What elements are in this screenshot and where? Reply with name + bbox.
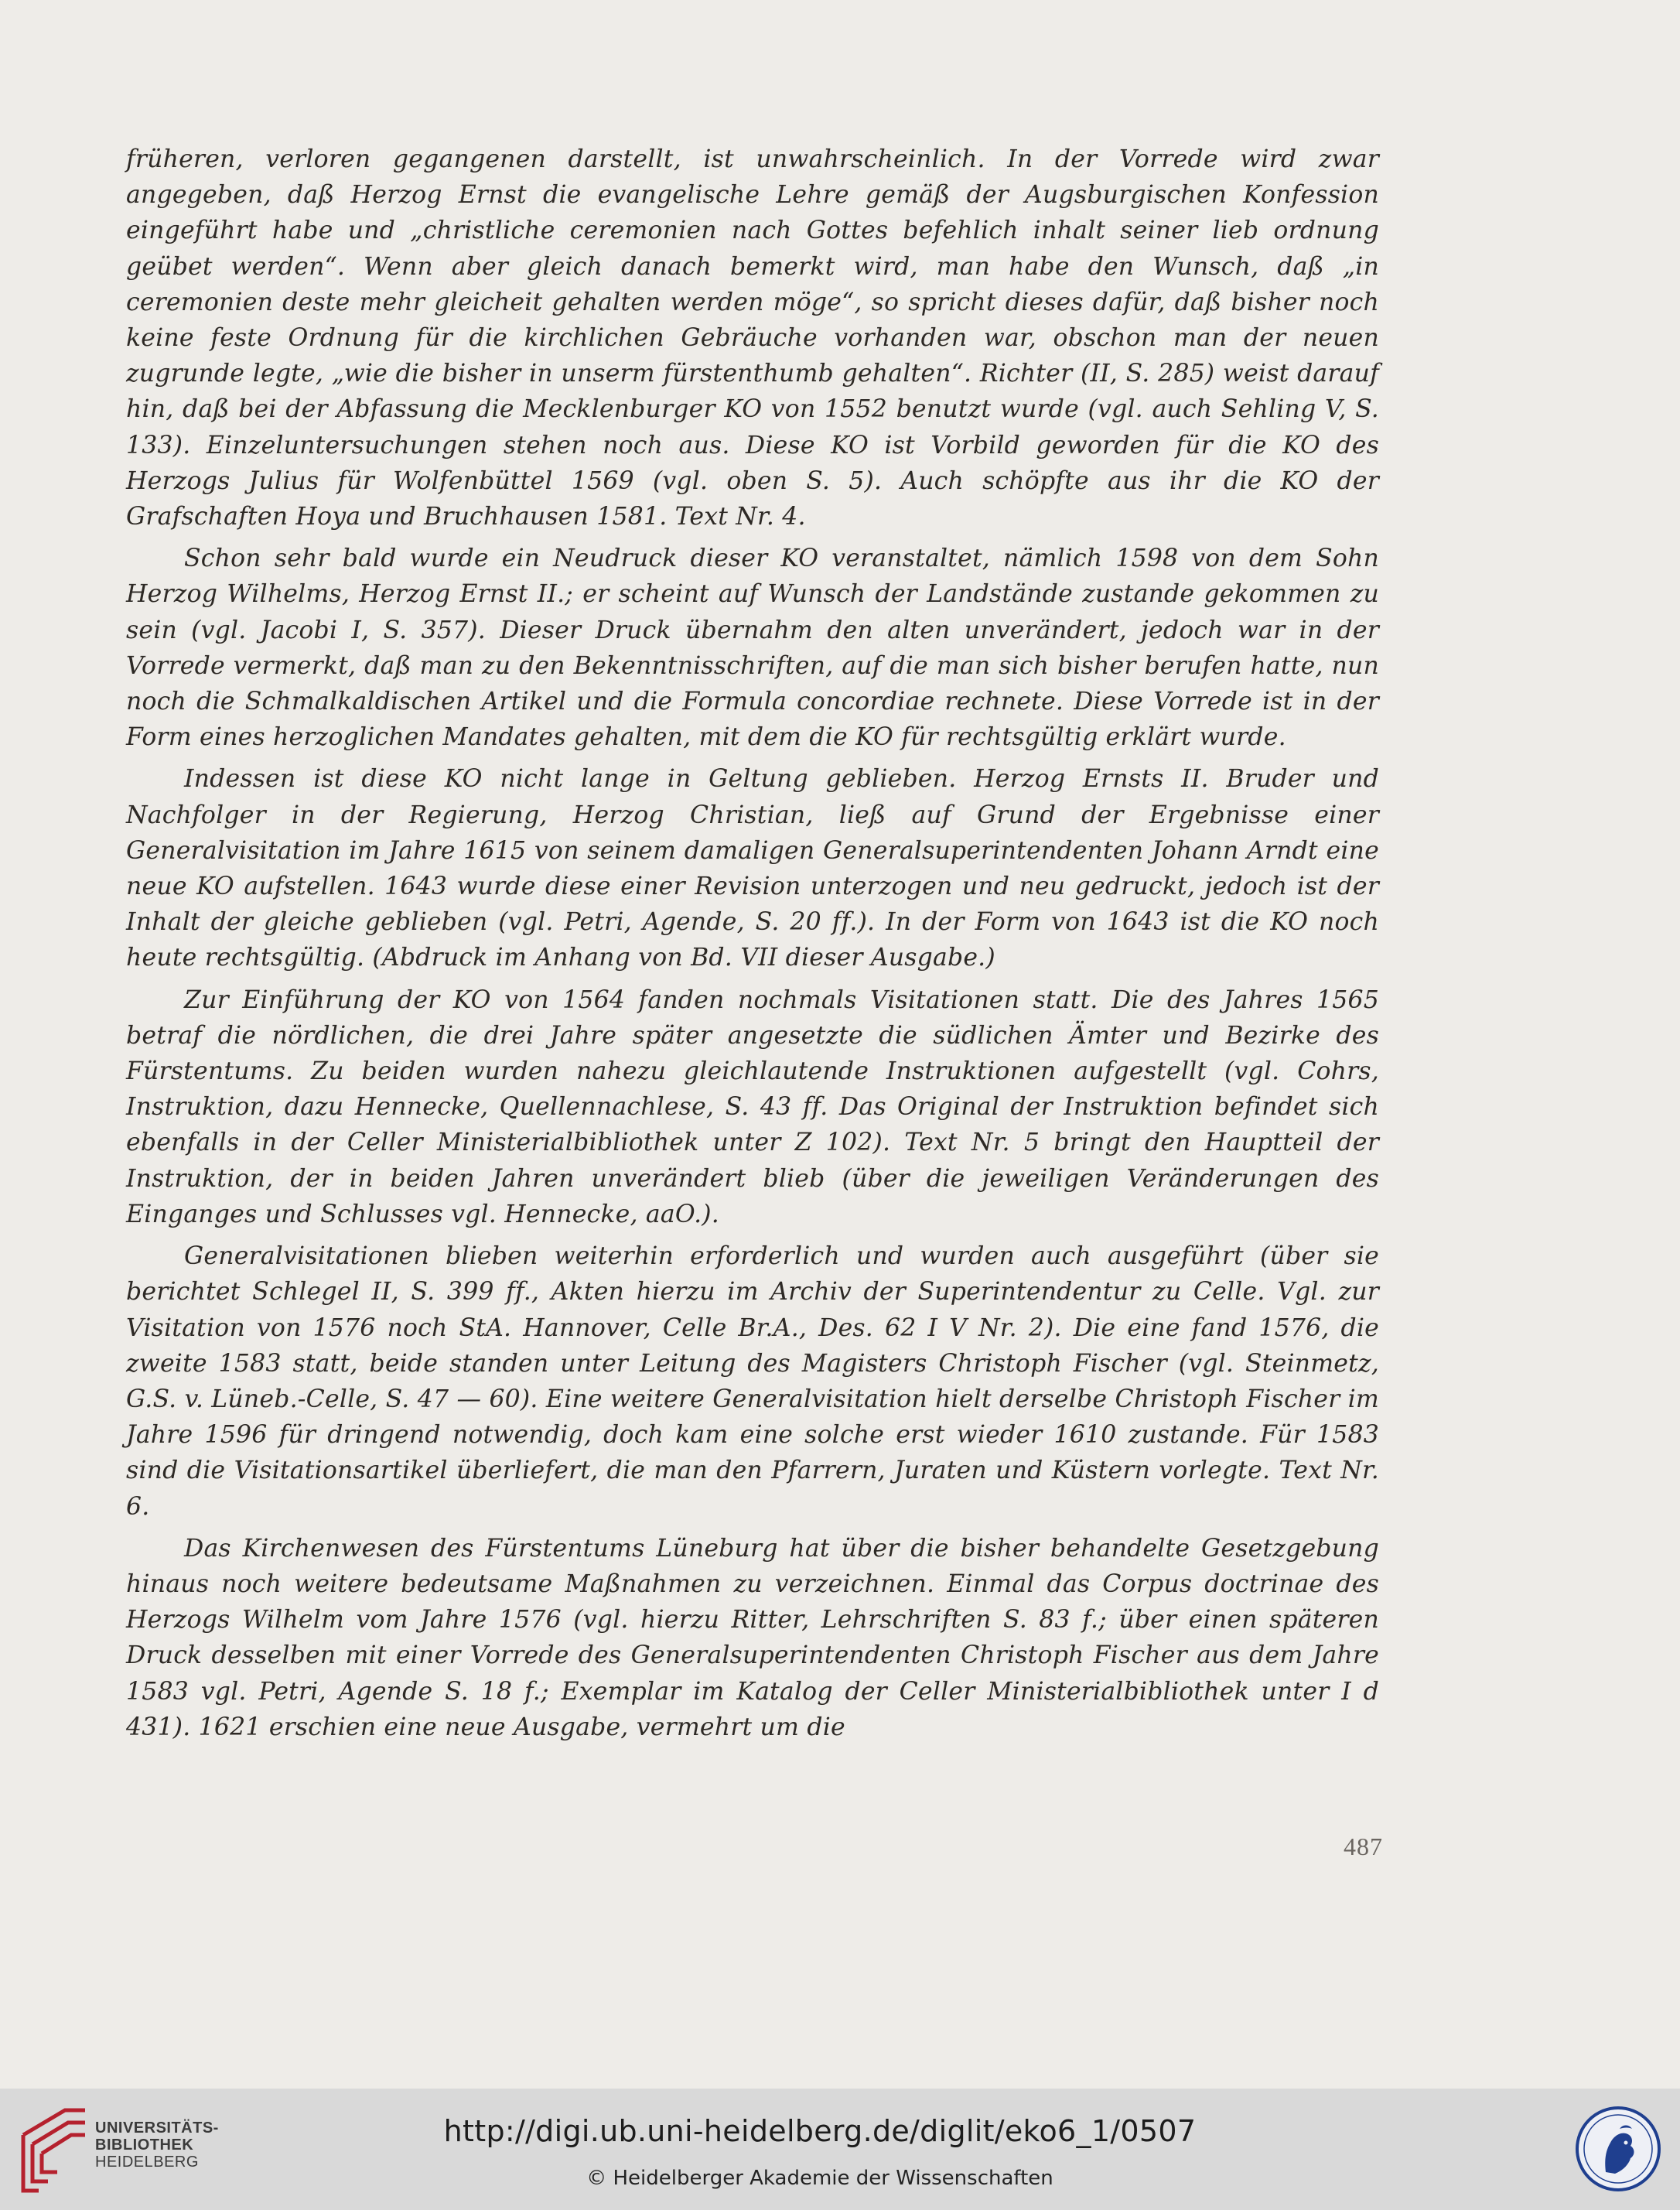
permalink-url[interactable]: http://digi.ub.uni-heidelberg.de/diglit/eko6_1/0507 — [443, 2114, 1197, 2148]
paragraph-3: Indessen ist diese KO nicht lange in Geltung geblieben. Herzog Ernsts II. Bruder und Nachfolger in der Regierung, Herzog Christian, ließ auf Grund der Ergebnisse einer Generalvisitation im Jahre 1615 von seinem damaligen Generalsuperintendenten Johann Arndt eine neue KO aufstellen. 1643 wurde diese einer Revision unterzogen und neu gedruckt, jedoch ist der Inhalt der gleiche geblieben (vgl. Petri, Agende, S. 20 ff.). In der Form von 1643 ist die KO noch heute rechtsgültig. (Abdruck im Anhang von Bd. VII dieser Ausgabe.) — [126, 765, 1379, 972]
library-logo-text[interactable] — [95, 2119, 219, 2171]
paragraph-5: Generalvisitationen blieben weiterhin erforderlich und wurden auch ausgeführt (über sie berichtet Schlegel II, S. 399 ff., Akten hierzu im Archiv der Superintendentur zu Celle. Vgl. zur Visitation von 1576 noch StA. Hannover, Celle Br.A., Des. 62 I V Nr. 2). Die eine fand 1576, die zweite 1583 statt, beide standen unter Leitung des Magisters Christoph Fischer (vgl. Steinmetz, G.S. v. Lüneb.-Celle, S. 47 — 60). Eine weitere Generalvisitation hielt derselbe Christoph Fischer im Jahre 1596 für dringend notwendig, doch kam eine solche erst wieder 1610 zustande. Für 1583 sind die Visitationsartikel überliefert, die man den Pfarrern, Juraten und Küstern vorlegte. Text Nr. 6. — [126, 1242, 1379, 1521]
logo-line-2: BIBLIOTHEK — [95, 2137, 194, 2154]
logo-line-3: HEIDELBERG — [95, 2154, 199, 2171]
paragraph-4: Zur Einführung der KO von 1564 fanden nochmals Visitationen statt. Die des Jahres 1565 betraf die nördlichen, die drei Jahre später angesetzte die südlichen Ämter und Bezirke des Fürstentums. Zu beiden wurden nahezu gleichlautende Instruktionen aufgestellt (vgl. Cohrs, Instruktion, dazu Hennecke, Quellennachlese, S. 43 ff. Das Original der Instruktion befindet sich ebenfalls in der Celler Ministerialbibliothek unter Z 102). Text Nr. 5 bringt den Hauptteil der Instruktion, der in beiden Jahren unverändert blieb (über die jeweiligen Veränderungen des Einganges und Schlusses vgl. Hennecke, aaO.). — [126, 985, 1379, 1228]
footer-bar — [0, 2089, 1680, 2210]
copyright-text: © Heidelberger Akademie der Wissenschaften — [586, 2167, 1053, 2190]
ub-heidelberg-logo-icon[interactable] — [17, 2104, 90, 2193]
heidelberg-seal-icon[interactable] — [1575, 2106, 1661, 2192]
logo-line-1: UNIVERSITÄTS- — [95, 2119, 219, 2137]
paragraph-1: früheren, verloren gegangenen darstellt, ist unwahrscheinlich. In der Vorrede wird zwar angegeben, daß Herzog Ernst die evangelische Lehre gemäß der Augsburgischen Konfession eingeführt habe und „christliche ceremonien nach Gottes befehlich inhalt seiner lieb ordnung geübet werden“. Wenn aber gleich danach bemerkt wird, man habe den Wunsch, daß „in ceremonien deste mehr gleicheit gehalten werden möge“, so spricht dieses dafür, daß bisher noch keine feste Ordnung für die kirchlichen Gebräuche vorhanden war, obschon man der neuen zugrunde legte, „wie die bisher in unserm fürstenthumb gehalten“. Richter (II, S. 285) weist darauf hin, daß bei der Abfassung die Mecklenburger KO von 1552 benutzt wurde (vgl. auch Sehling V, S. 133). Einzeluntersuchungen stehen noch aus. Diese KO ist Vorbild geworden für die KO des Herzogs Julius für Wolfenbüttel 1569 (vgl. oben S. 5). Auch schöpfte aus ihr die KO der Grafschaften Hoya und Bruchhausen 1581. Text Nr. 4. — [126, 145, 1379, 531]
body-text — [126, 142, 1379, 1751]
paragraph-2: Schon sehr bald wurde ein Neudruck dieser KO veranstaltet, nämlich 1598 von dem Sohn Herzog Wilhelms, Herzog Ernst II.; er scheint auf Wunsch der Landstände zustande gekommen zu sein (vgl. Jacobi I, S. 357). Dieser Druck übernahm den alten unverändert, jedoch war in der Vorrede vermerkt, daß man zu den Bekenntnisschriften, auf die man sich bisher berufen hatte, nun noch die Schmalkaldischen Artikel und die Formula concordiae rechnete. Diese Vorrede ist in der Form eines herzoglichen Mandates gehalten, mit dem die KO für rechtsgültig erklärt wurde. — [126, 545, 1379, 752]
page-number: 487 — [1344, 1833, 1383, 1860]
paragraph-6: Das Kirchenwesen des Fürstentums Lüneburg hat über die bisher behandelte Gesetzgebung hinaus noch weitere bedeutsame Maßnahmen zu verzeichnen. Einmal das Corpus doctrinae des Herzogs Wilhelm vom Jahre 1576 (vgl. hierzu Ritter, Lehrschriften S. 83 f.; über einen späteren Druck desselben mit einer Vorrede des Generalsuperintendenten Christoph Fischer aus dem Jahre 1583 vgl. Petri, Agende S. 18 f.; Exemplar im Katalog der Celler Ministerialbibliothek unter I d 431). 1621 erschien eine neue Ausgabe, vermehrt um die — [126, 1534, 1379, 1741]
